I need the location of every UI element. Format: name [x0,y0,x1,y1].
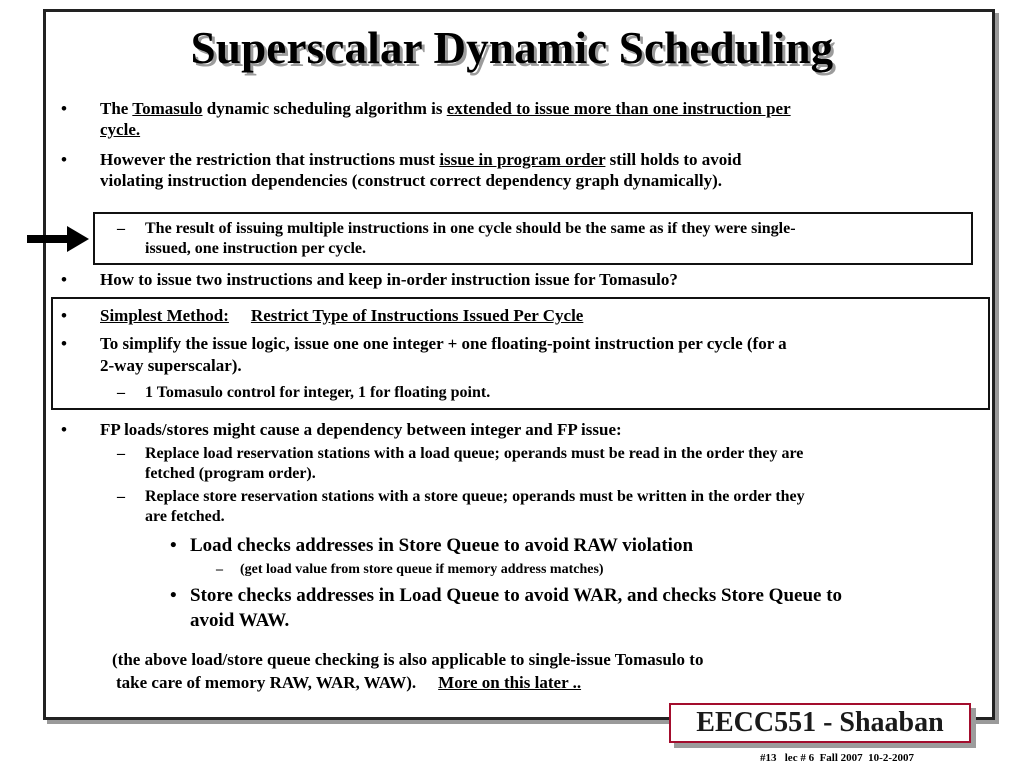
dash-marker: – [117,384,125,401]
bullet-store-checks [190,583,985,633]
bullet-marker: • [170,535,177,556]
text: fetched (program order). [145,465,316,482]
bullet-marker: • [170,585,177,606]
text: still holds to avoid [605,150,742,169]
text: 2-way superscalar). [100,356,242,375]
text: However the restriction that instructions must [100,150,440,169]
bullet-marker: • [61,99,67,118]
text: issued, one instruction per cycle. [145,240,367,257]
text: violating instruction dependencies (construct correct dependency graph dynamically). [100,171,723,190]
text: Replace store reservation stations with a store queue; operands must be written in the order they [145,488,805,505]
course-label-box [669,703,971,743]
slide-title: Superscalar Dynamic Scheduling [190,23,834,73]
text: Replace load reservation stations with a load queue; operands must be read in the order they are [145,445,804,462]
dash-marker: – [117,220,125,237]
bullet-simplest-method [100,305,980,326]
bullet-fp-loads-stores: FP loads/stores might cause a dependency between integer and FP issue: [100,420,622,439]
text: are fetched. [145,508,225,525]
text: dynamic scheduling algorithm is [202,99,447,118]
text: (the above load/store queue checking is also applicable to single-issue Tomasulo to [112,650,704,669]
bullet-marker: • [61,334,67,353]
bullet-marker: • [61,150,67,169]
page-number: #13 lec # 6 Fall 2007 10-2-2007 [760,752,914,764]
more-on-this-later-link[interactable]: More on this later .. [438,673,582,692]
bullet-issue-order [100,149,980,191]
tomasulo-link[interactable]: Tomasulo [132,99,203,118]
note-queue-checking [112,648,932,694]
bullet-marker: • [61,420,67,439]
simplest-method-label: Simplest Method: [100,306,229,325]
sub-bullet-result [145,219,970,259]
extended-issue-link-cont[interactable]: cycle. [100,120,141,139]
text: avoid WAW. [190,610,290,631]
course-label: EECC551 - Shaaban [696,707,944,738]
dash-marker: – [216,562,223,577]
text: Store checks addresses in Load Queue to avoid WAR, and checks Store Queue to [190,585,843,606]
dash-marker: – [117,488,125,505]
text: The [100,99,133,118]
bullet-load-checks: Load checks addresses in Store Queue to avoid RAW violation [190,535,694,556]
sub-bullet-load-value: (get load value from store queue if memory address matches) [240,562,604,577]
sub-bullet-tomasulo-control: 1 Tomasulo control for integer, 1 for floating point. [145,384,491,401]
bullet-how-to-issue: How to issue two instructions and keep in-order instruction issue for Tomasulo? [100,270,678,289]
bullet-simplify-issue [100,333,990,377]
bullet-marker: • [61,306,67,325]
text: To simplify the issue logic, issue one one integer + one floating-point instruction per cycle (for a [100,334,787,353]
right-arrow-icon [27,226,89,252]
bullet-marker: • [61,270,67,289]
extended-issue-link[interactable]: extended to issue more than one instruction per [446,99,791,118]
sub-bullet-store-queue [145,487,985,527]
bullet-tomasulo-extended [100,98,980,140]
issue-order-link[interactable]: issue in program order [439,150,606,169]
restrict-type-link[interactable]: Restrict Type of Instructions Issued Per Cycle [250,306,584,325]
text: take care of memory RAW, WAR, WAW). [116,673,417,692]
sub-bullet-load-queue [145,444,985,484]
text: The result of issuing multiple instructions in one cycle should be the same as if they were single- [145,220,796,237]
dash-marker: – [117,445,125,462]
